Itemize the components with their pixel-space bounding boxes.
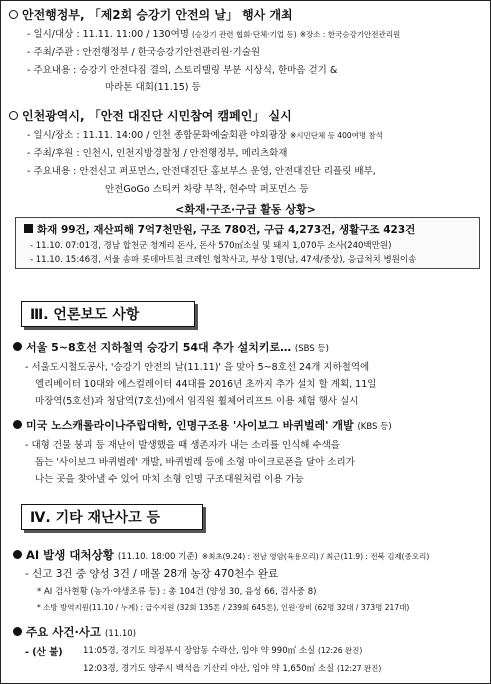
news-2-line-2: 돕는 '사이보그 바퀴벌레' 개발, 바퀴벌레 등에 소형 마이크로폰을 달아 소리가 (35, 457, 355, 468)
ai-line-3: * 소방 방역지원(11.10 / 누계) : 급수지원 (32회 135톤 / 239회 645톤), 인원·장비 (62명 32대 / 373명 217대) (37, 603, 410, 612)
news-1-title: 서울 5~8호선 지하철역 승강기 54대 추가 설치키로… (SBS 등) (13, 339, 329, 355)
section-3-title: Ⅲ. 언론보도 사항 (21, 301, 195, 327)
circle-bullet-icon (13, 627, 22, 636)
accident-title: 주요 사건·사고 (11.10) (13, 624, 136, 640)
news-2-line-1: - 대형 건물 붕괴 등 재난이 발생했을 때 생존자가 내는 소리를 인식해 수색을 (25, 440, 340, 451)
s1-row1: - 일시/대상 : 11.11. 11:00 / 130여명 (승강기 관련 협회·단체·기업 등) ※장소 : 한국승강기안전관리원 (27, 29, 401, 40)
accident-label: - (산 불) (25, 647, 63, 658)
ai-line-1: - 신고 3건 중 양성 3건 / 매몰 28개 농장 470천수 완료 (25, 568, 279, 580)
s1-title: 안전행정부, 「제2회 승강기 안전의 날」 행사 개최 (9, 6, 293, 23)
s2-title: 인천광역시, 「안전 대진단 시민참여 캠페인」 실시 (9, 107, 292, 124)
square-bullet-icon (24, 224, 33, 233)
fire-event-2: - 11.10. 15:46경, 서울 송파 롯데마트점 크레인 협착사고, 부상 1명(남, 47세/중상), 응급처치 병원이송 (30, 255, 417, 265)
accident-line-1: 11:05경, 경기도 의정부시 장암동 수락산, 임야 약 990㎡ 소실 (12:26 완진) (83, 646, 363, 656)
s1-row3-cont: 마라톤 대회(11.15) 등 (105, 82, 201, 93)
hollow-circle-bullet-icon (9, 111, 18, 120)
hollow-circle-bullet-icon (9, 10, 18, 19)
s2-row1: - 일시/장소 : 11.11. 14:00 / 인천 종합문화예술회관 야외광장 ※시민단체 등 400여명 참석 (27, 130, 383, 141)
ai-line-2: * AI 검사현황 (농가·야생조류 등) : 총 104건 (양성 30, 음성 66, 검사중 8) (37, 587, 317, 597)
fire-summary: 화재 99건, 재산피해 7억7천만원, 구조 780건, 구급 4,273건, 생활구조 423건 (24, 222, 415, 237)
fire-box (15, 217, 480, 269)
accident-line-2: 12:03경, 경기도 양주시 백석읍 기산리 야산, 임야 약 1,650㎡ 소실 (12:27 완진) (83, 664, 382, 674)
section-4-title: Ⅳ. 기타 재난사고 등 (21, 504, 203, 530)
news-2-title: 미국 노스캐롤라이나주립대학, 인명구조용 '사이보그 바퀴벌레' 개발 (KBS 등) (13, 417, 392, 433)
news-1-line-3: 마장역(5호선)과 청담역(7호선)에서 임직원 휠체어리프트 이용 체험 행사 실시 (35, 396, 359, 407)
circle-bullet-icon (13, 420, 22, 429)
fire-event-1: - 11.10. 07:01경, 경남 합천군 청계리 돈사, 돈사 570㎡소실 및 돼지 1,070두 소사(240백만원) (30, 241, 392, 251)
circle-bullet-icon (13, 342, 22, 351)
circle-bullet-icon (13, 550, 22, 559)
news-1-line-2: 엘리베이터 10대와 에스컬레이터 44대를 2016년 초까지 추가 설치 할 계획, 11일 (35, 379, 377, 390)
s2-row2: - 주최/후원 : 인천시, 인천지방경찰청 / 안전행정부, 메리츠화재 (27, 148, 288, 159)
s2-row3: - 주요내용 : 안전신고 퍼포먼스, 안전대진단 홍보부스 운영, 안전대진단 리플릿 배부, (27, 166, 376, 177)
s1-row2: - 주최/주관 : 안전행정부 / 한국승강기안전관리원·기술원 (27, 47, 261, 58)
news-2-line-3: 나는 곳을 찾아낼 수 있어 마치 소형 인명 구조대원처럼 이용 가능 (35, 474, 304, 485)
s2-row3-cont: 안전GoGo 스티커 차량 부착, 현수막 퍼포먼스 등 (105, 184, 309, 195)
s1-row3: - 주요내용 : 승강기 안전다짐 결의, 스토리텔링 부분 시상식, 한마음 걷기 & (27, 65, 338, 76)
fire-header: <화재·구조·구급 활동 상황> (175, 203, 316, 216)
news-1-line-1: - 서울도시철도공사, '승강기 안전의 날(11.11)' 을 맞아 5~8호선 24개 지하철역에 (25, 362, 370, 373)
ai-title: AI 발생 대처상황 (11.10. 18:00 기준) ※최초(9.24) : 전남 영암(육용오리) / 최근(11.9) : 전북 김제(종오리) (13, 547, 429, 563)
